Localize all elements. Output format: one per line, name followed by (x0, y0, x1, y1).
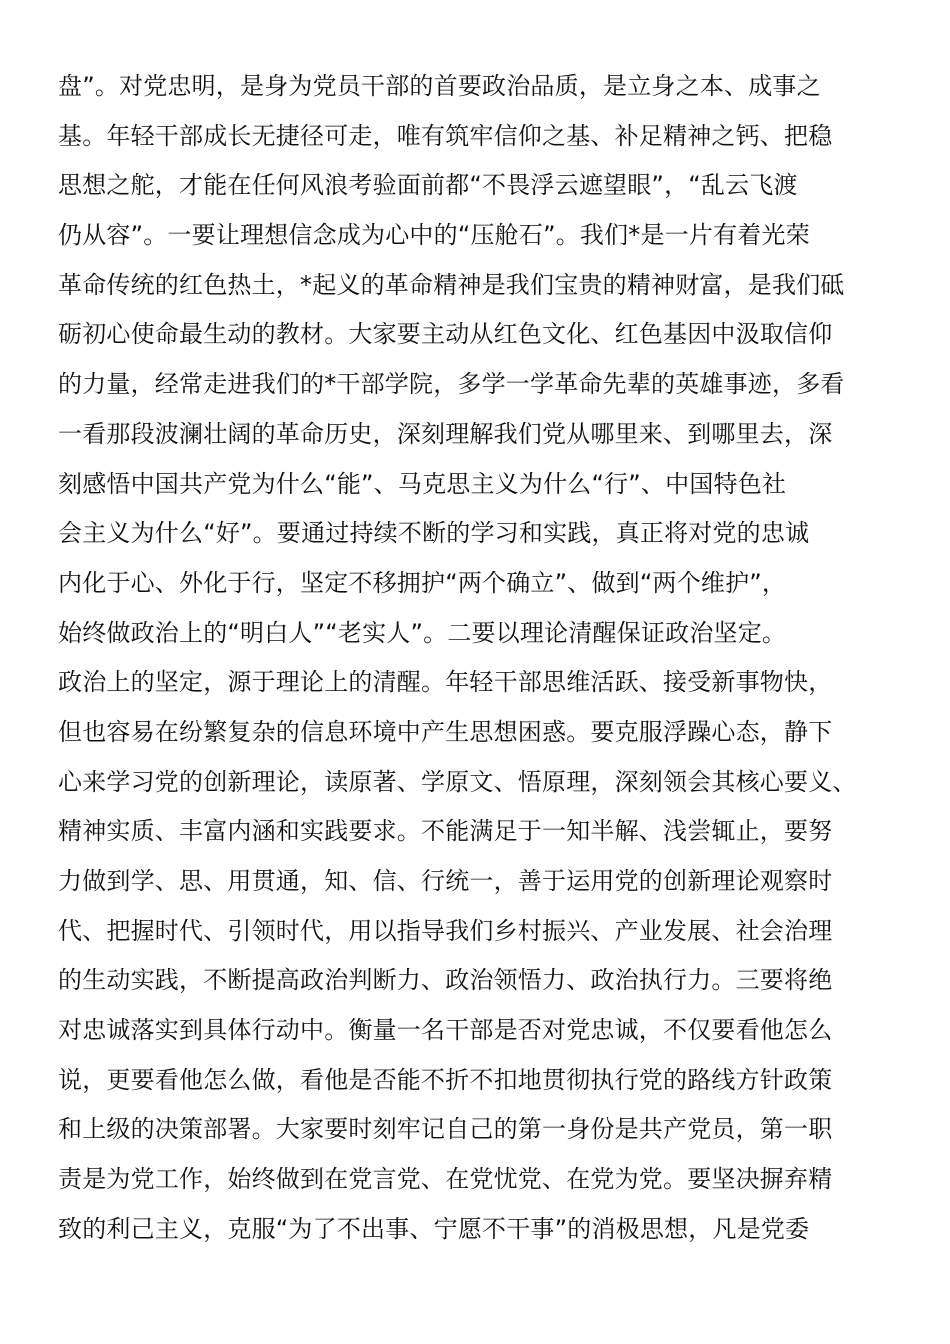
text-line: 始终做政治上的“明白人”“老实人”。二要以理论清醒保证政治坚定。 (58, 618, 787, 647)
text-line: 仍从容”。一要让理想信念成为心中的“压舱石”。我们*是一片有着光荣 (58, 221, 810, 250)
text-line: 一看那段波澜壮阔的革命历史，深刻理解我们党从哪里来、到哪里去，深 (58, 419, 833, 448)
text-line: 政治上的坚定，源于理论上的清醒。年轻干部思维活跃、接受新事物快， (58, 668, 833, 697)
text-line: 心来学习党的创新理论，读原著、学原文、悟原理，深刻领会其核心要义、 (58, 767, 857, 796)
text-line: 盘”。对党忠明，是身为党员干部的首要政治品质，是立身之本、成事之 (58, 72, 821, 100)
text-line: 思想之舵，才能在任何风浪考验面前都“不畏浮云遮望眼”，“乱云飞渡 (58, 171, 798, 200)
text-line: 会主义为什么“好”。要通过持续不断的学习和实践，真正将对党的忠诚 (58, 519, 810, 548)
text-line: 对忠诚落实到具体行动中。衡量一名干部是否对党忠诚，不仅要看他怎么 (58, 1016, 833, 1045)
body-paragraph (58, 62, 898, 1255)
text-line: 砺初心使命最生动的教材。大家要主动从红色文化、红色基因中汲取信仰 (58, 320, 833, 349)
text-line: 精神实质、丰富内涵和实践要求。不能满足于一知半解、浅尝辄止，要努 (58, 817, 833, 846)
text-line: 致的利己主义，克服“为了不出事、宁愿不干事”的消极思想，凡是党委 (58, 1214, 810, 1243)
text-line: 革命传统的红色热土，*起义的革命精神是我们宝贵的精神财富，是我们砥 (58, 270, 845, 299)
text-line: 但也容易在纷繁复杂的信息环境中产生思想困惑。要克服浮躁心态，静下 (58, 717, 833, 746)
text-line: 责是为党工作，始终做到在党言党、在党忧党、在党为党。要坚决摒弃精 (58, 1165, 833, 1194)
text-line: 的力量，经常走进我们的*干部学院，多学一学革命先辈的英雄事迹，多看 (58, 370, 845, 399)
text-line: 内化于心、外化于行，坚定不移拥护“两个确立”、做到“两个维护”， (58, 568, 787, 597)
text-line: 代、把握时代、引领时代，用以指导我们乡村振兴、产业发展、社会治理 (58, 916, 833, 945)
text-line: 基。年轻干部成长无捷径可走，唯有筑牢信仰之基、补足精神之钙、把稳 (58, 121, 833, 150)
text-line: 力做到学、思、用贯通，知、信、行统一，善于运用党的创新理论观察时 (58, 867, 833, 895)
text-line: 的生动实践，不断提高政治判断力、政治领悟力、政治执行力。三要将绝 (58, 966, 833, 995)
text-line: 说，更要看他怎么做，看他是否能不折不扣地贯彻执行党的路线方针政策 (58, 1065, 833, 1094)
text-line: 和上级的决策部署。大家要时刻牢记自己的第一身份是共产党员，第一职 (58, 1115, 833, 1144)
text-line: 刻感悟中国共产党为什么“能”、马克思主义为什么“行”、中国特色社 (58, 469, 787, 498)
